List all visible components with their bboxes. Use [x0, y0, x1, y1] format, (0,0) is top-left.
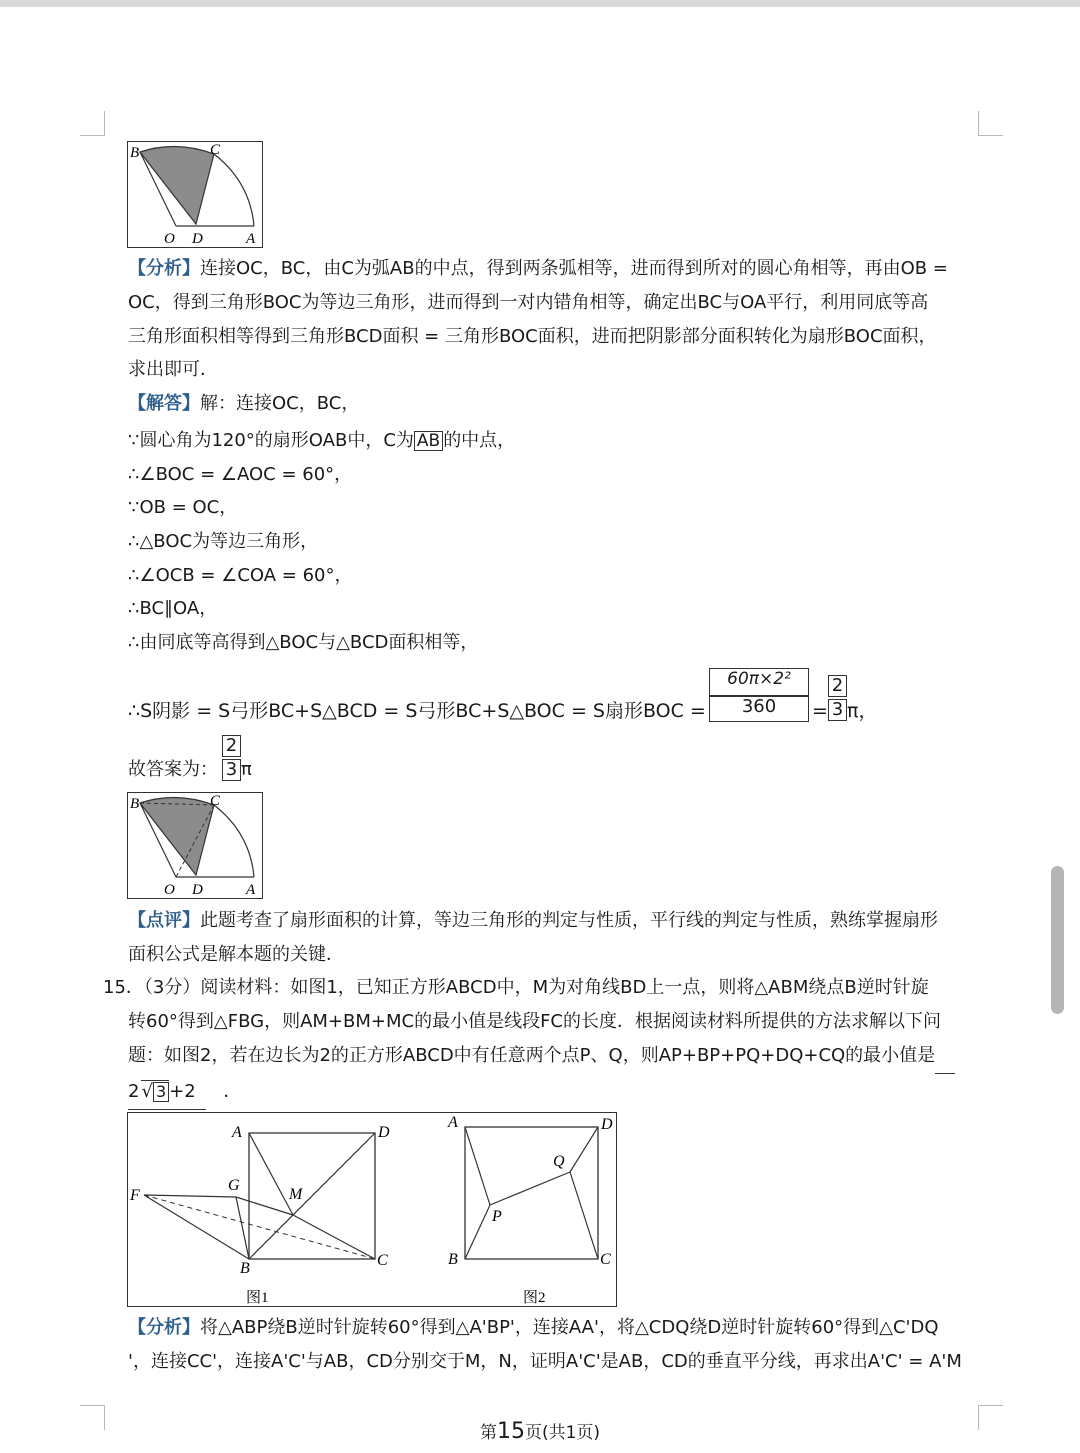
analysis1-line2: OC，得到三角形BOC为等边三角形，进而得到一对内错角相等，确定出BC与OA平行，利用同底等高 [128, 292, 929, 313]
analysis-tag: 【分析】 [128, 258, 200, 279]
fraction-numerator: 60π×2² [709, 668, 809, 696]
label-P: P [492, 1208, 502, 1225]
solution1-step1: ∵圆心角为120°的扇形OAB中，C为 AB 的中点， [128, 430, 516, 451]
label-B: B [130, 796, 140, 812]
analysis2-line1: 【分析】将△ABP绕B逆时针旋转60°得到△A'BP'，连接AA'，将△CDQ绕D逆时针旋转60°得到△C'DQ [128, 1317, 939, 1338]
question15-line3: 题：如图2，若在边长为2的正方形ABCD中有任意两个点P、Q，则AP+BP+PQ+DQ+CQ的最小值是 [128, 1039, 988, 1074]
label-D2: D [601, 1116, 613, 1133]
answer-denominator: 3 [222, 759, 241, 781]
label-B: B [130, 145, 140, 161]
label-D: D [378, 1124, 390, 1141]
label-C: C [377, 1252, 388, 1269]
answer-numerator: 2 [222, 735, 241, 757]
fraction-denominator: 360 [709, 696, 809, 722]
solution-tag: 【解答】 [128, 393, 200, 414]
analysis2-line2: '，连接CC'，连接A'C'与AB，CD分别交于M，N，证明A'C'是AB，CD的垂直平分线，再求出A'C' = A'M [128, 1351, 962, 1372]
comment1-line1: 【点评】此题考查了扇形面积的计算，等边三角形的判定与性质，平行线的判定与性质，熟练掌握扇形 [128, 910, 938, 931]
label-D: D [192, 231, 203, 247]
solution1-step3: ∵OB = OC， [128, 497, 238, 518]
solution1-intro: 【解答】解：连接OC，BC， [128, 393, 360, 414]
question15-line1: 15．（3分）阅读材料：如图1，已知正方形ABCD中，M为对角线BD上一点，则将△ABM绕点B逆时针旋 [103, 977, 929, 998]
label-B: B [240, 1260, 250, 1277]
page-number: 15 [496, 1419, 525, 1444]
result-numerator: 2 [828, 675, 847, 697]
solution1-step2: ∴∠BOC = ∠AOC = 60°， [128, 464, 353, 485]
analysis1-line1: 【分析】连接OC，BC，由C为弧AB的中点，得到两条弧相等，进而得到所对的圆心角相等，再由OB = [128, 258, 948, 279]
answer-pi: π [241, 759, 252, 780]
label-C: C [210, 142, 221, 158]
crop-mark-top-right [978, 111, 1003, 136]
answer-label: 故答案为： [128, 759, 218, 780]
page-footer: 第15页(共1页) [479, 1419, 601, 1444]
label-C2: C [600, 1251, 611, 1268]
label-A: A [232, 1124, 242, 1141]
vertical-scrollbar[interactable] [1051, 866, 1064, 1014]
crop-mark-top-left [80, 111, 105, 136]
question-number: 15． [103, 977, 144, 998]
solution1-step7: ∴由同底等高得到△BOC与△BCD面积相等， [128, 632, 479, 653]
comment-tag: 【点评】 [128, 910, 200, 931]
analysis2-tag: 【分析】 [128, 1317, 200, 1338]
top-toolbar-edge [0, 0, 1080, 7]
result-denominator: 3 [828, 699, 847, 721]
arc-AB-symbol: AB [414, 431, 443, 451]
label-B2: B [448, 1251, 458, 1268]
label-O: O [164, 882, 175, 898]
solution1-area-formula: ∴S阴影 = S弓形BC+S△BCD = S弓形BC+S△BOC = S扇形BOC = [128, 700, 706, 722]
label-D: D [192, 882, 203, 898]
solution1-step6: ∴BC∥OA， [128, 598, 218, 619]
question15-line2: 转60°得到△FBG，则AM+BM+MC的最小值是线段FC的长度．根据阅读材料所提供的方法求解以下问 [128, 1011, 941, 1032]
caption-fig1: 图1 [246, 1290, 269, 1306]
analysis1-line3: 三角形面积相等得到三角形BCD面积 = 三角形BOC面积，进而把阴影部分面积转化为扇形BOC面积， [128, 326, 937, 347]
square-figures [127, 1112, 617, 1307]
question15-answer: 2 √ 3 +2 ． [128, 1075, 988, 1110]
sector-figure-top [127, 141, 263, 248]
label-F: F [130, 1187, 140, 1204]
answer-blank: 2 √ 3 +2 [128, 1075, 206, 1110]
label-A: A [246, 231, 256, 247]
solution1-step4: ∴△BOC为等边三角形， [128, 531, 319, 552]
label-A2: A [448, 1114, 458, 1131]
label-G: G [228, 1177, 240, 1194]
solution1-step5: ∴∠OCB = ∠COA = 60°， [128, 565, 353, 586]
label-M: M [289, 1186, 303, 1203]
result-pi: π， [847, 700, 878, 722]
sector-figure-solution [127, 792, 263, 899]
label-Q: Q [553, 1153, 565, 1170]
label-A: A [246, 882, 256, 898]
comment1-line2: 面积公式是解本题的关键． [128, 944, 344, 965]
label-C: C [210, 793, 221, 809]
caption-fig2: 图2 [523, 1290, 546, 1306]
analysis1-line4: 求出即可． [128, 359, 218, 380]
equals-sign: = [812, 700, 828, 722]
label-O: O [164, 231, 175, 247]
